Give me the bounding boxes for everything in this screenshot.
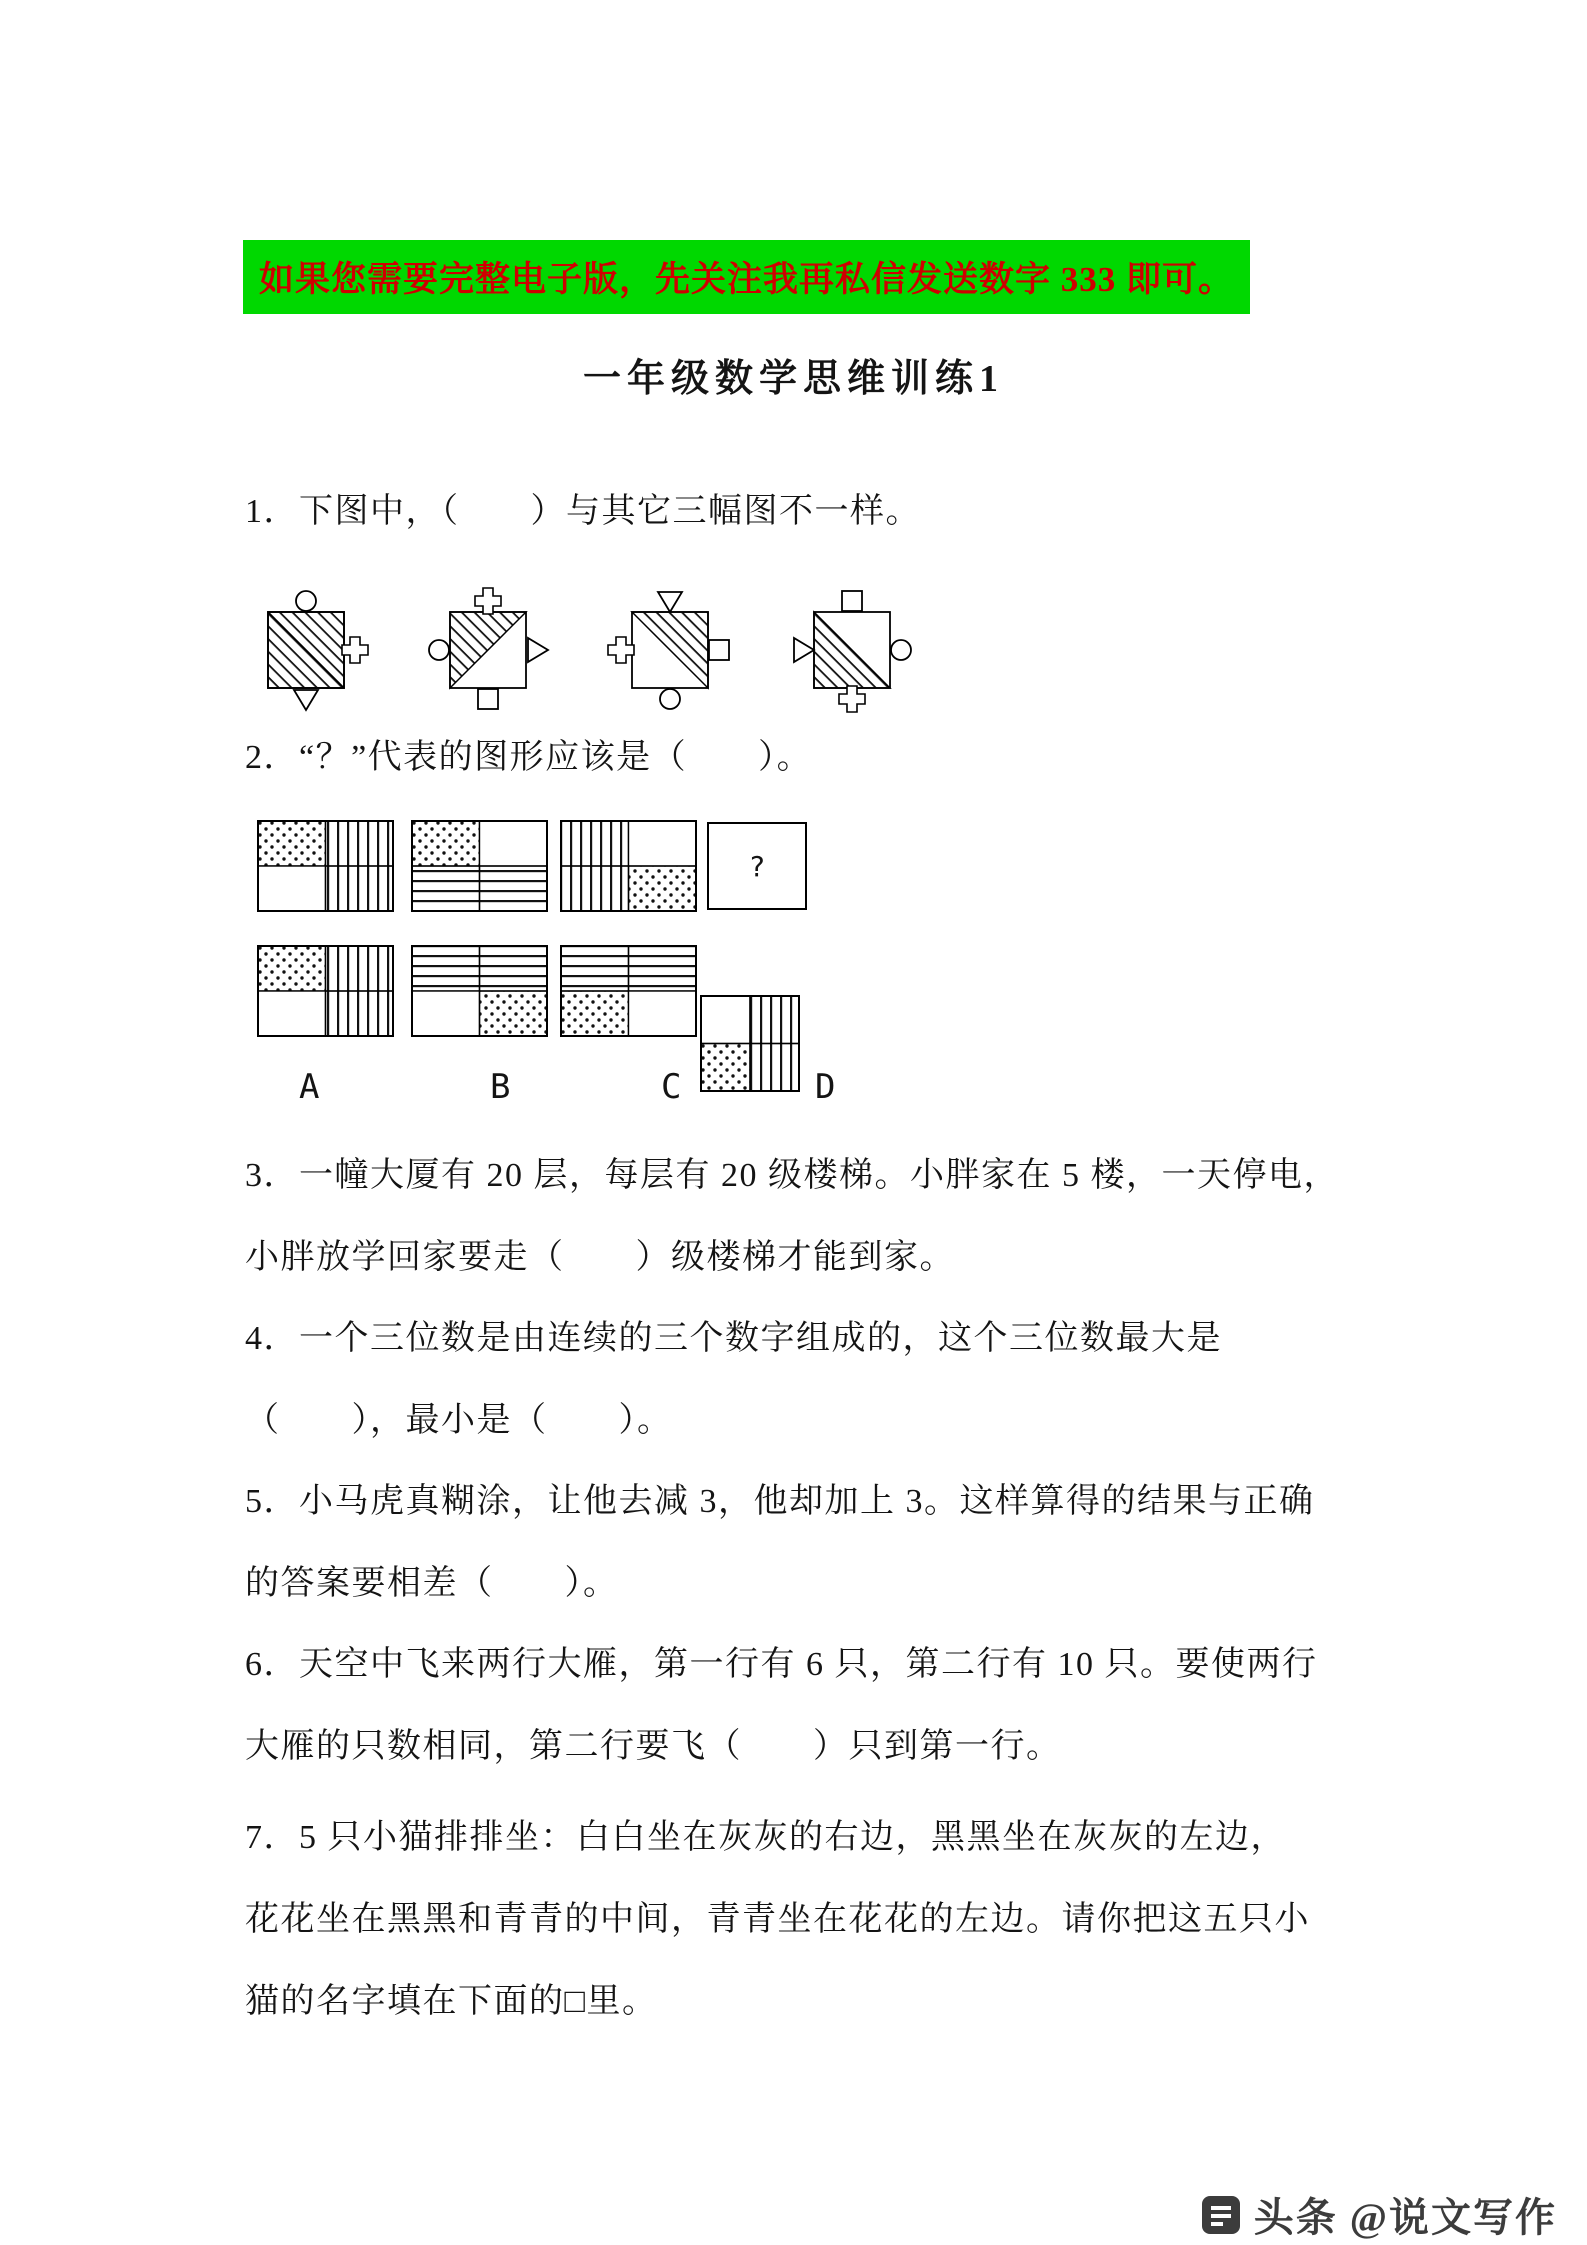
question-4-line-1: 4．一个三位数是由连续的三个数字组成的，这个三位数最大是 (245, 1320, 1222, 1357)
q1-figure-2 (422, 584, 554, 716)
question-6-line-2: 大雁的只数相同，第二行要飞（ ）只到第一行。 (245, 1728, 1062, 1765)
question-5-line-1: 5．小马虎真糊涂，让他去减 3，他却加上 3。这样算得的结果与正确 (245, 1483, 1315, 1520)
watermark-text: 头条 @说文写作 (1253, 2195, 1557, 2240)
question-3-text (245, 1159, 1339, 1323)
q1-figure-3 (604, 584, 736, 716)
q2-question-box (707, 822, 807, 910)
q2-option-label-b: B (490, 1067, 511, 1107)
q2-option-label-c: C (661, 1067, 682, 1107)
q2-option-box-d (700, 995, 800, 1092)
question-7-line-2: 花花坐在黑黑和青青的中间，青青坐在花花的左边。请你把这五只小 (245, 1901, 1310, 1938)
question-7-text (245, 1821, 1310, 2067)
watermark (1200, 2186, 1557, 2243)
page-title: 一年级数学思维训练1 (582, 358, 1004, 400)
question-2-figures (245, 820, 1425, 1130)
q2-option-label-a: A (299, 1067, 320, 1107)
q2-option-box-a (257, 945, 394, 1037)
question-2-text: 2．“？”代表的图形应该是（ ）。 (245, 739, 813, 776)
q2-option-box-b (411, 945, 548, 1037)
question-4-line-2: （ ），最小是（ ）。 (245, 1402, 673, 1439)
q2-grid-box-3 (560, 820, 697, 912)
toutiao-logo-icon (1200, 2194, 1242, 2236)
question-7-line-1: 7．5 只小猫排排坐：白白坐在灰灰的右边，黑黑坐在灰灰的左边， (245, 1819, 1286, 1856)
question-1-text: 1．下图中，（ ）与其它三幅图不一样。 (245, 493, 921, 530)
q2-option-box-c (560, 945, 697, 1037)
question-mark: ? (748, 849, 766, 883)
q2-grid-box-2 (411, 820, 548, 912)
q2-grid-box-1 (257, 820, 394, 912)
q1-figure-4 (786, 584, 918, 716)
promo-banner: 如果您需要完整电子版，先关注我再私信发送数字 333 即可。 (243, 240, 1250, 314)
question-3-line-2: 小胖放学回家要走（ ）级楼梯才能到家。 (245, 1239, 955, 1276)
question-1-figures (240, 584, 918, 716)
question-3-line-1: 3．一幢大厦有 20 层，每层有 20 级楼梯。小胖家在 5 楼，一天停电， (245, 1157, 1339, 1194)
question-5-text (245, 1485, 1315, 1649)
q1-figure-1 (240, 584, 372, 716)
question-7-line-3: 猫的名字填在下面的□里。 (245, 1983, 658, 2020)
question-6-line-1: 6．天空中飞来两行大雁，第一行有 6 只，第二行有 10 只。要使两行 (245, 1646, 1318, 1683)
question-5-line-2: 的答案要相差（ ）。 (245, 1565, 619, 1602)
question-4-text (245, 1322, 1222, 1486)
q2-option-label-d: D (815, 1067, 836, 1107)
question-6-text (245, 1648, 1318, 1812)
